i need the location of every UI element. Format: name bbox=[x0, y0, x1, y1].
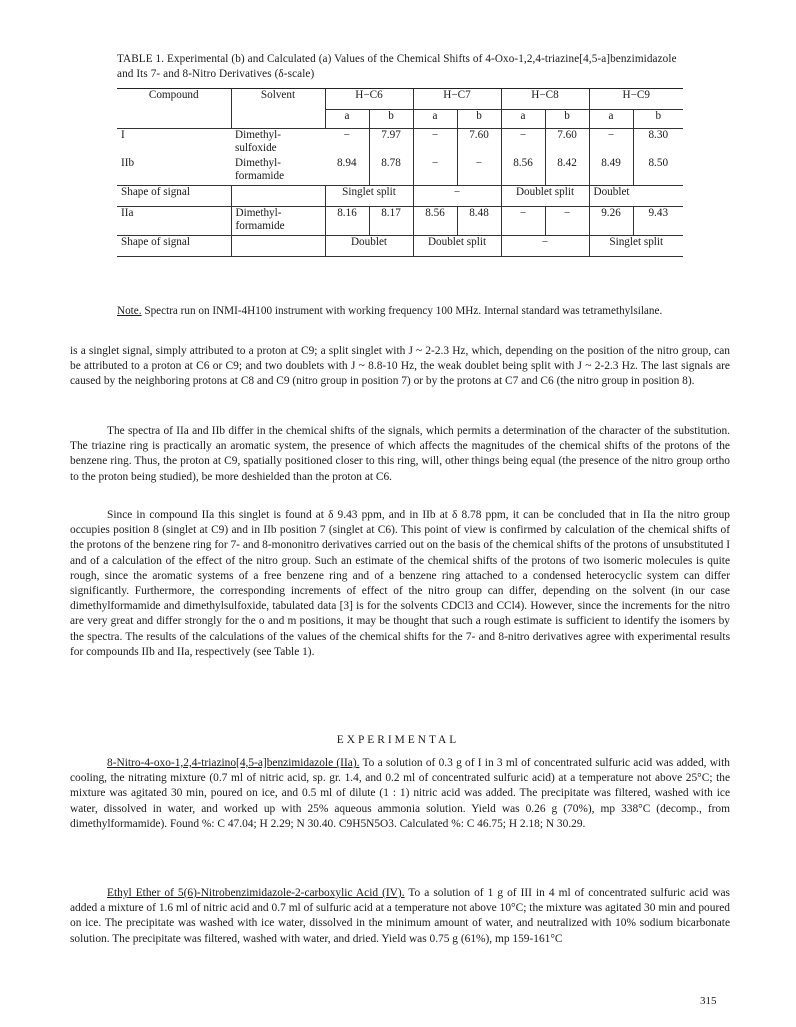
cell-value: − bbox=[501, 207, 545, 236]
note-label: Note. bbox=[117, 305, 142, 317]
shape-c6: Doublet bbox=[325, 236, 413, 257]
shape-c9: Doublet bbox=[589, 186, 683, 207]
procedure-text: To a solution of 0.3 g of I in 3 ml of concentrated sulfuric acid was added, with cooling, the nitrating mixture (0.7 ml of nitric acid, sp. gr. 1.4, and 0.2 ml of concentrated sulfuric acid) at a temperature not above 25°C; the mixture was agitated 30 min, poured on ice, and 0.5 ml of dilute (1 : 1) nitric acid was added. The precipitate was filtered, washed with ice water, dissolved in water, and worked up with 25% aqueous ammonia solution. Yield was 0.26 g (70%), mp 338°C (decomp., from dimethylformamide). Found %: C 47.04; H 2.29; N 30.40. C9H5N5O3. Calculated %: C 46.75; H 2.18; N 30.29. bbox=[70, 757, 730, 830]
subheader-b: b bbox=[633, 110, 683, 129]
cell-value: 8.48 bbox=[457, 207, 501, 236]
header-h-c6: H−C6 bbox=[325, 89, 413, 110]
table-row bbox=[117, 157, 683, 186]
cell-value: 8.50 bbox=[633, 157, 683, 186]
cell-value: 8.94 bbox=[336, 157, 357, 169]
cell-value: 8.78 bbox=[369, 157, 413, 186]
cell-value: 9.26 bbox=[589, 207, 633, 236]
cell-solvent: Dimethyl-formamide bbox=[235, 157, 285, 182]
shape-c8: Doublet split bbox=[501, 186, 589, 207]
subheader-b: b bbox=[545, 110, 589, 129]
table-row bbox=[117, 207, 683, 236]
shape-c7: − bbox=[413, 186, 501, 207]
cell-value: 8.30 bbox=[633, 129, 683, 158]
cell-solvent: Dimethyl-sulfoxide bbox=[235, 129, 281, 154]
shape-c7: Doublet split bbox=[413, 236, 501, 257]
cell-value: 8.56 bbox=[413, 207, 457, 236]
paragraph-1: is a singlet signal, simply attributed to a proton at C9; a split singlet with J ~ 2-2.3 Hz, which, depending on the position of the nitro group, can be attributed to a proton at C6 or C9; and two doublets with J ~ 8.8-10 Hz, the weak doublet being split with J ~ 2-2.3 Hz. The last signals are caused by the neighboring protons at C8 and C9 (nitro group in position 7) or by the protons at C7 and C6 (the nitro group in position 8). bbox=[70, 345, 730, 388]
cell-value: − bbox=[501, 129, 545, 158]
experimental-paragraph-1 bbox=[70, 756, 730, 832]
cell-value: 8.16 bbox=[325, 207, 369, 236]
paragraph-3: Since in compound IIa this singlet is found at δ 9.43 ppm, and in IIb at δ 8.78 ppm, it can be concluded that in IIa the nitro group occupies position 8 (singlet at C9) and in IIb position 7 (singlet at C6). This point of view is confirmed by calculation of the chemical shifts of the protons of the benzene ring for 7- and 8-mononitro derivatives carried out on the basis of the chemical shifts of the protons of unsubstituted I and of a calculation of the effect of the nitro group. Such an estimate of the chemical shifts of the protons of two isomeric molecules is quite rough, since the aromatic systems of a free benzene ring and of a benzene ring attached to a condensed heterocyclic system can differ significantly. Furthermore, the corresponding increments of effect of the nitro group can differ, depending on the solvent (in our case dimethylformamide and dimethylsulfoxide, tabulated data [3] is for the solvents CDCl3 and CCl4). However, since the increments for the nitro are very great and differ strongly for the o and m positions, it may be thought that such a rough estimate is sufficient to identify the isomers by the spectra. The results of the calculations of the values of the chemical shifts for the 7- and 8-nitro derivatives agree with experimental results for compounds IIb and IIa, respectively (see Table 1). bbox=[70, 509, 730, 658]
subheader-a: a bbox=[413, 110, 457, 129]
header-h-c8: H−C8 bbox=[501, 89, 589, 110]
cell-value: 8.42 bbox=[545, 157, 589, 186]
paragraph-2: The spectra of IIa and IIb differ in the chemical shifts of the signals, which permits a determination of the character of the substitution. The triazine ring is practically an aromatic system, the presence of which affects the magnitudes of the chemical shifts of the protons of the benzene ring. Thus, the proton at C9, spatially positioned closer to this ring, will, other things being equal (the presence of the nitro group ortho to the proton being studied), be more deshielded than the proton at C6. bbox=[70, 425, 730, 483]
subheader-a: a bbox=[589, 110, 633, 129]
subheader-a: a bbox=[325, 110, 369, 129]
cell-compound: IIa bbox=[121, 207, 134, 219]
cell-value: 8.17 bbox=[369, 207, 413, 236]
subheader-b: b bbox=[457, 110, 501, 129]
shape-c9: Singlet split bbox=[589, 236, 683, 257]
shape-label: Shape of signal bbox=[117, 186, 231, 207]
chemical-shift-table bbox=[117, 88, 683, 257]
cell-value: 7.97 bbox=[369, 129, 413, 158]
cell-value: 8.49 bbox=[589, 157, 633, 186]
cell-value: − bbox=[413, 129, 457, 158]
header-solvent: Solvent bbox=[231, 89, 325, 129]
shape-c6: Singlet split bbox=[325, 186, 413, 207]
cell-value: − bbox=[589, 129, 633, 158]
cell-value: 7.60 bbox=[457, 129, 501, 158]
cell-value: 7.60 bbox=[545, 129, 589, 158]
table-row bbox=[117, 129, 683, 158]
shape-row bbox=[117, 186, 683, 207]
header-h-c7: H−C7 bbox=[413, 89, 501, 110]
subheader-a: a bbox=[501, 110, 545, 129]
table-caption: TABLE 1. Experimental (b) and Calculated (a) Values of the Chemical Shifts of 4-Oxo-1,2,4-triazine[4,5-a]benzimidazole and Its 7- and 8-Nitro Derivatives (δ-scale) bbox=[117, 53, 677, 80]
shape-label: Shape of signal bbox=[117, 236, 231, 257]
shape-c8: − bbox=[501, 236, 589, 257]
cell-compound: I bbox=[121, 129, 125, 141]
cell-compound: IIb bbox=[121, 157, 135, 169]
header-h-c9: H−C9 bbox=[589, 89, 683, 110]
subheader-b: b bbox=[369, 110, 413, 129]
note-text: Spectra run on INMI-4H100 instrument with working frequency 100 MHz. Internal standard was tetramethylsilane. bbox=[144, 305, 663, 317]
table-note bbox=[117, 304, 687, 319]
cell-solvent: Dimethyl-formamide bbox=[231, 207, 325, 236]
cell-value: − bbox=[413, 157, 457, 186]
shape-row bbox=[117, 236, 683, 257]
compound-title: Ethyl Ether of 5(6)-Nitrobenzimidazole-2-carboxylic Acid (IV). bbox=[107, 887, 405, 899]
cell-value: − bbox=[545, 207, 589, 236]
experimental-paragraph-2 bbox=[70, 886, 730, 947]
cell-value: 8.56 bbox=[501, 157, 545, 186]
header-compound: Compound bbox=[117, 89, 231, 129]
compound-title: 8-Nitro-4-oxo-1,2,4-triazino[4,5-a]benzimidazole (IIa). bbox=[107, 757, 360, 769]
cell-value: − bbox=[343, 129, 350, 141]
cell-value: − bbox=[457, 157, 501, 186]
cell-value: 9.43 bbox=[633, 207, 683, 236]
procedure-text: To a solution of 1 g of III in 4 ml of concentrated sulfuric acid was added a mixture of 1.6 ml of nitric acid and 0.7 ml of sulfuric acid at a temperature not above 10°C; the mixture was agitated 30 min and poured on ice. The precipitate was washed with ice water, dissolved in the minimum amount of water, and neutralized with 10% sodium bicarbonate solution. The precipitate was filtered, washed with water, and dried. Yield was 0.75 g (61%), mp 159-161°C bbox=[70, 887, 730, 945]
page-number: 315 bbox=[700, 995, 717, 1007]
section-heading: EXPERIMENTAL bbox=[336, 734, 460, 746]
